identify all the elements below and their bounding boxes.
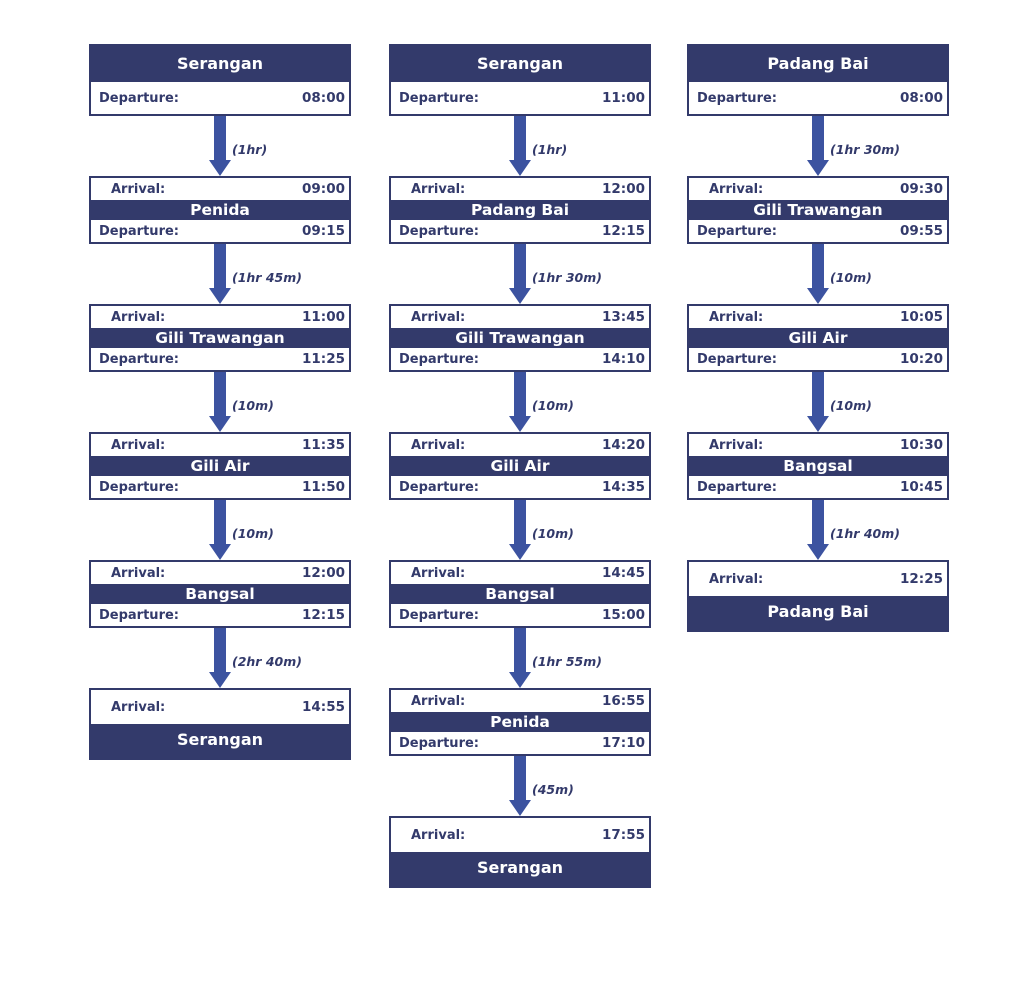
arrow-shaft: [214, 116, 226, 162]
arrival-time: 10:05: [900, 309, 943, 325]
leg-duration: (10m): [532, 398, 574, 413]
port-name: Gili Air: [391, 456, 649, 476]
arrow-down-icon: [209, 160, 231, 176]
port-name: Penida: [391, 712, 649, 732]
arrow-shaft: [812, 372, 824, 418]
arrow-down-icon: [807, 288, 829, 304]
arrival-row: [689, 178, 947, 200]
departure-time: 17:10: [602, 735, 645, 751]
departure-time: 09:55: [900, 223, 943, 239]
arrival-label: Arrival:: [411, 827, 466, 843]
arrival-row: [391, 306, 649, 328]
departure-time: 11:00: [602, 90, 645, 106]
intermediate-stop-box: [389, 688, 651, 756]
arrow-down-icon: [807, 544, 829, 560]
intermediate-stop-box: [89, 432, 351, 500]
arrival-row: [91, 306, 349, 328]
arrow-down-icon: [509, 672, 531, 688]
arrival-row: [91, 434, 349, 456]
departure-row: [91, 82, 349, 114]
leg-duration: (45m): [532, 782, 574, 797]
leg-connector: [89, 116, 351, 176]
arrival-label: Arrival:: [411, 309, 466, 325]
port-name: Serangan: [391, 46, 649, 82]
destination-stop-box: [389, 816, 651, 888]
departure-label: Departure:: [697, 351, 777, 367]
departure-row: [91, 476, 349, 498]
intermediate-stop-box: [389, 304, 651, 372]
departure-label: Departure:: [399, 223, 479, 239]
departure-label: Departure:: [99, 351, 179, 367]
arrival-row: [391, 562, 649, 584]
arrow-shaft: [214, 500, 226, 546]
port-name: Gili Trawangan: [391, 328, 649, 348]
intermediate-stop-box: [687, 176, 949, 244]
origin-stop-box: [89, 44, 351, 116]
intermediate-stop-box: [389, 432, 651, 500]
leg-duration: (1hr): [232, 142, 268, 157]
arrival-time: 13:45: [602, 309, 645, 325]
port-name: Serangan: [391, 852, 649, 886]
arrow-down-icon: [509, 288, 531, 304]
arrival-row: [391, 178, 649, 200]
departure-label: Departure:: [697, 223, 777, 239]
departure-row: [91, 348, 349, 370]
arrival-time: 12:00: [602, 181, 645, 197]
port-name: Padang Bai: [391, 200, 649, 220]
arrival-time: 09:30: [900, 181, 943, 197]
departure-label: Departure:: [99, 90, 179, 106]
departure-time: 11:25: [302, 351, 345, 367]
arrow-shaft: [812, 244, 824, 290]
arrow-shaft: [514, 628, 526, 674]
destination-stop-box: [89, 688, 351, 760]
arrival-time: 14:55: [302, 699, 345, 715]
departure-label: Departure:: [399, 607, 479, 623]
leg-connector: [89, 500, 351, 560]
arrow-shaft: [514, 756, 526, 802]
departure-time: 14:10: [602, 351, 645, 367]
arrival-time: 17:55: [602, 827, 645, 843]
departure-time: 11:50: [302, 479, 345, 495]
arrow-down-icon: [209, 544, 231, 560]
arrival-label: Arrival:: [709, 571, 764, 587]
port-name: Penida: [91, 200, 349, 220]
arrival-label: Arrival:: [111, 699, 166, 715]
departure-row: [391, 732, 649, 754]
departure-time: 12:15: [302, 607, 345, 623]
arrival-time: 14:20: [602, 437, 645, 453]
arrival-time: 09:00: [302, 181, 345, 197]
departure-row: [391, 604, 649, 626]
port-name: Serangan: [91, 46, 349, 82]
arrival-row: [689, 562, 947, 596]
leg-connector: [89, 244, 351, 304]
leg-duration: (1hr): [532, 142, 568, 157]
arrow-shaft: [514, 372, 526, 418]
leg-connector: [687, 244, 949, 304]
leg-duration: (10m): [532, 526, 574, 541]
arrow-shaft: [514, 500, 526, 546]
leg-duration: (2hr 40m): [232, 654, 302, 669]
arrival-label: Arrival:: [709, 309, 764, 325]
arrow-shaft: [214, 628, 226, 674]
arrival-row: [391, 434, 649, 456]
port-name: Gili Air: [689, 328, 947, 348]
arrow-down-icon: [509, 800, 531, 816]
arrival-label: Arrival:: [709, 181, 764, 197]
leg-duration: (1hr 30m): [830, 142, 900, 157]
arrival-row: [689, 306, 947, 328]
arrival-time: 11:00: [302, 309, 345, 325]
intermediate-stop-box: [687, 304, 949, 372]
intermediate-stop-box: [89, 560, 351, 628]
arrow-down-icon: [509, 160, 531, 176]
intermediate-stop-box: [89, 304, 351, 372]
arrival-row: [91, 178, 349, 200]
arrival-time: 12:00: [302, 565, 345, 581]
departure-time: 14:35: [602, 479, 645, 495]
departure-time: 15:00: [602, 607, 645, 623]
departure-label: Departure:: [99, 479, 179, 495]
departure-row: [689, 220, 947, 242]
arrival-label: Arrival:: [411, 181, 466, 197]
arrival-label: Arrival:: [709, 437, 764, 453]
arrow-shaft: [514, 244, 526, 290]
arrow-down-icon: [209, 672, 231, 688]
departure-row: [689, 348, 947, 370]
leg-connector: [389, 244, 651, 304]
departure-time: 10:20: [900, 351, 943, 367]
arrival-row: [689, 434, 947, 456]
departure-label: Departure:: [399, 90, 479, 106]
departure-row: [689, 82, 947, 114]
intermediate-stop-box: [89, 176, 351, 244]
leg-connector: [89, 628, 351, 688]
leg-duration: (1hr 40m): [830, 526, 900, 541]
departure-label: Departure:: [399, 351, 479, 367]
intermediate-stop-box: [389, 560, 651, 628]
departure-label: Departure:: [399, 735, 479, 751]
port-name: Padang Bai: [689, 596, 947, 630]
arrival-label: Arrival:: [111, 565, 166, 581]
arrow-down-icon: [807, 416, 829, 432]
origin-stop-box: [389, 44, 651, 116]
destination-stop-box: [687, 560, 949, 632]
departure-label: Departure:: [99, 223, 179, 239]
departure-row: [391, 220, 649, 242]
port-name: Padang Bai: [689, 46, 947, 82]
departure-time: 08:00: [900, 90, 943, 106]
leg-connector: [389, 756, 651, 816]
departure-time: 10:45: [900, 479, 943, 495]
port-name: Gili Trawangan: [689, 200, 947, 220]
arrival-time: 10:30: [900, 437, 943, 453]
leg-duration: (1hr 30m): [532, 270, 602, 285]
leg-duration: (10m): [830, 398, 872, 413]
arrow-shaft: [214, 244, 226, 290]
departure-label: Departure:: [697, 90, 777, 106]
departure-row: [391, 82, 649, 114]
departure-row: [689, 476, 947, 498]
departure-time: 08:00: [302, 90, 345, 106]
arrival-row: [91, 562, 349, 584]
leg-connector: [687, 500, 949, 560]
arrival-row: [91, 690, 349, 724]
arrival-time: 11:35: [302, 437, 345, 453]
arrival-label: Arrival:: [411, 437, 466, 453]
departure-label: Departure:: [697, 479, 777, 495]
port-name: Bangsal: [91, 584, 349, 604]
arrival-time: 14:45: [602, 565, 645, 581]
leg-connector: [687, 116, 949, 176]
departure-label: Departure:: [99, 607, 179, 623]
leg-duration: (1hr 55m): [532, 654, 602, 669]
arrow-down-icon: [807, 160, 829, 176]
leg-connector: [389, 500, 651, 560]
arrival-row: [391, 690, 649, 712]
intermediate-stop-box: [389, 176, 651, 244]
arrival-label: Arrival:: [111, 437, 166, 453]
leg-connector: [389, 116, 651, 176]
departure-time: 12:15: [602, 223, 645, 239]
leg-duration: (1hr 45m): [232, 270, 302, 285]
origin-stop-box: [687, 44, 949, 116]
port-name: Bangsal: [689, 456, 947, 476]
arrow-down-icon: [209, 288, 231, 304]
departure-time: 09:15: [302, 223, 345, 239]
departure-row: [91, 604, 349, 626]
port-name: Bangsal: [391, 584, 649, 604]
departure-row: [391, 476, 649, 498]
arrival-label: Arrival:: [111, 181, 166, 197]
departure-row: [391, 348, 649, 370]
arrow-shaft: [514, 116, 526, 162]
arrow-down-icon: [509, 544, 531, 560]
arrow-shaft: [214, 372, 226, 418]
leg-duration: (10m): [232, 398, 274, 413]
leg-connector: [89, 372, 351, 432]
arrival-row: [391, 818, 649, 852]
port-name: Gili Air: [91, 456, 349, 476]
port-name: Serangan: [91, 724, 349, 758]
leg-duration: (10m): [232, 526, 274, 541]
arrow-shaft: [812, 500, 824, 546]
arrow-down-icon: [209, 416, 231, 432]
port-name: Gili Trawangan: [91, 328, 349, 348]
departure-label: Departure:: [399, 479, 479, 495]
arrow-shaft: [812, 116, 824, 162]
arrival-time: 16:55: [602, 693, 645, 709]
arrow-down-icon: [509, 416, 531, 432]
arrival-label: Arrival:: [411, 565, 466, 581]
leg-connector: [389, 628, 651, 688]
leg-duration: (10m): [830, 270, 872, 285]
arrival-time: 12:25: [900, 571, 943, 587]
departure-row: [91, 220, 349, 242]
arrival-label: Arrival:: [411, 693, 466, 709]
leg-connector: [687, 372, 949, 432]
intermediate-stop-box: [687, 432, 949, 500]
leg-connector: [389, 372, 651, 432]
arrival-label: Arrival:: [111, 309, 166, 325]
